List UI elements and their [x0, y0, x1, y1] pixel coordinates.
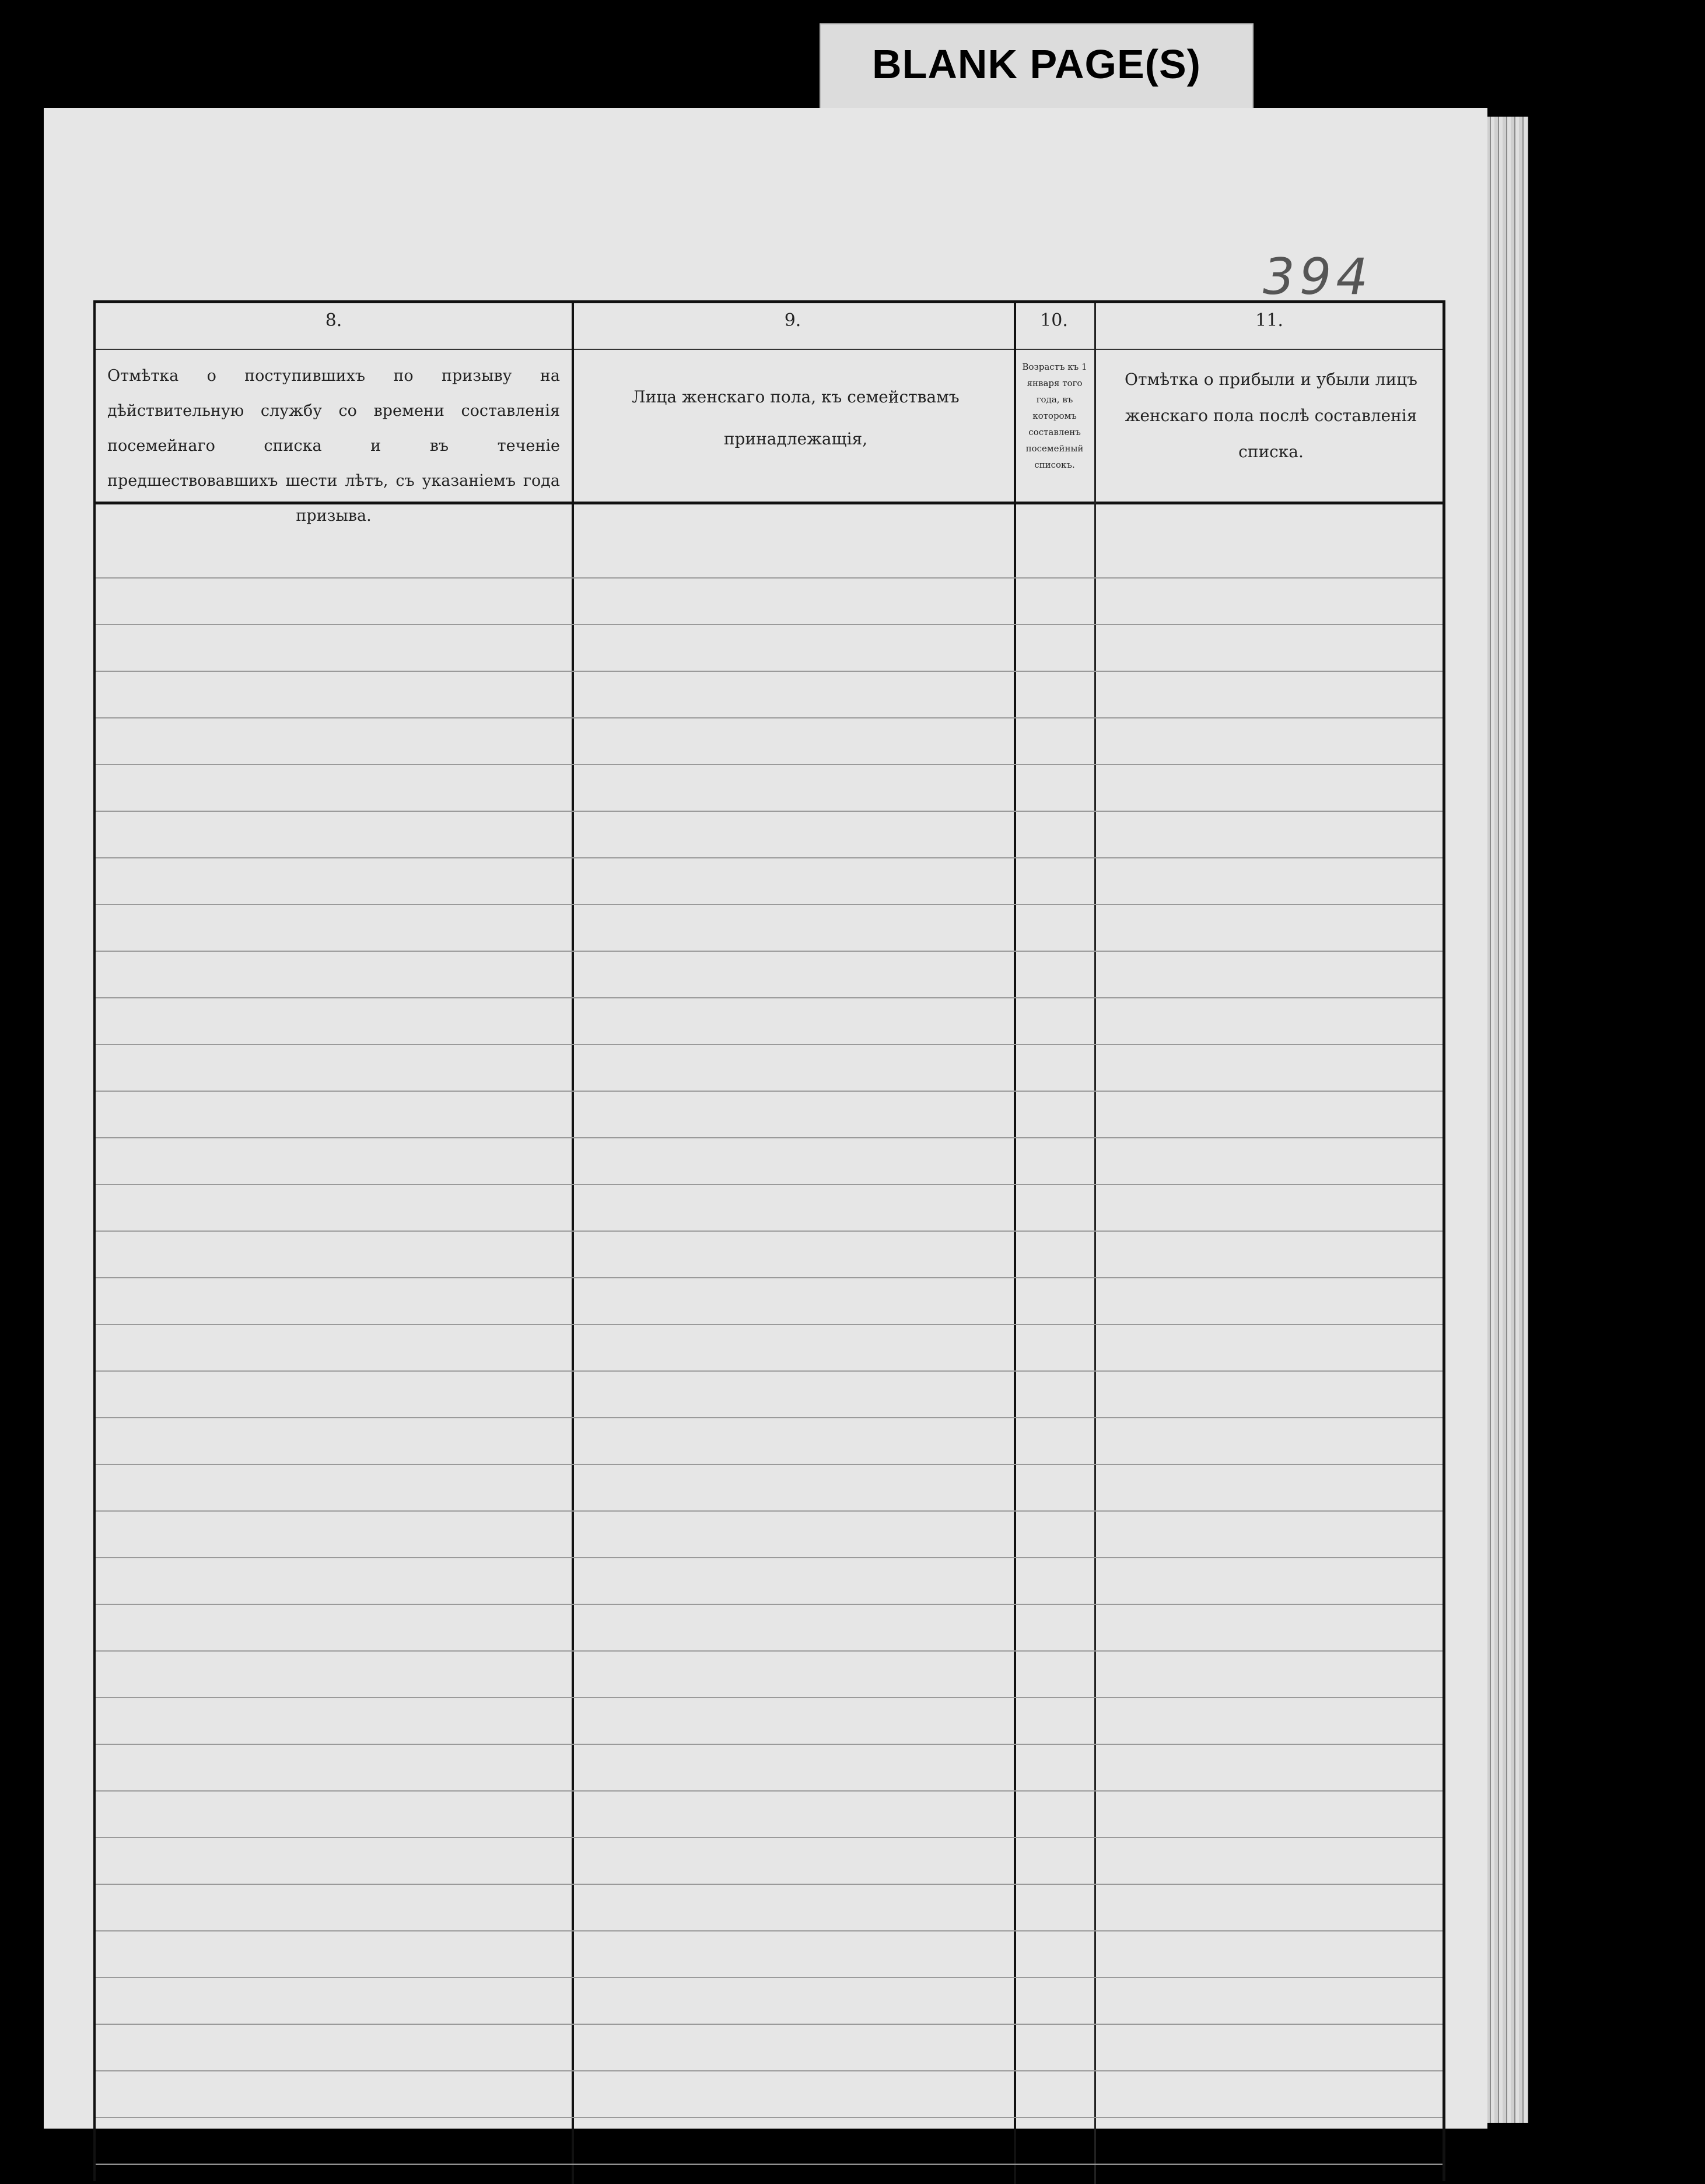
ledger-row-rule [96, 1884, 1443, 1885]
ledger-page [44, 108, 1487, 2129]
ledger-row-rule [96, 1650, 1443, 1652]
ledger-row-rule [96, 2070, 1443, 2071]
ledger-row-rule [96, 1184, 1443, 1185]
ledger-row-rule [96, 951, 1443, 952]
ledger-row-rule [96, 1837, 1443, 1838]
column-heading-11: Отмѣтка о прибыли и убыли лицъ женскаго пола послѣ составленія списка. [1125, 370, 1417, 461]
ledger-row-rule [96, 2164, 1443, 2165]
ledger-row-rule [96, 904, 1443, 905]
ledger-row-rule [96, 1417, 1443, 1418]
stamp-label: BLANK PAGE(S) [872, 41, 1201, 87]
column-number-divider [96, 349, 1443, 350]
ledger-row-rule [96, 1044, 1443, 1045]
column-heading-10: Возрастъ къ 1 января того года, въ которомъ составленъ посемейный списокъ. [1022, 362, 1087, 470]
column-number-8: 8. [325, 310, 342, 331]
ledger-row-rule [96, 1510, 1443, 1512]
ledger-row-rule [96, 1277, 1443, 1278]
blank-pages-stamp [820, 23, 1254, 113]
ledger-row-rule [96, 1324, 1443, 1325]
ledger-row-rule [96, 1557, 1443, 1558]
ledger-row-rule [96, 1790, 1443, 1792]
ledger-row-rule [96, 1930, 1443, 1931]
ledger-table [93, 300, 1445, 2181]
ledger-row-rule [96, 764, 1443, 765]
ledger-row-rule [96, 717, 1443, 718]
ledger-row-rule [96, 857, 1443, 858]
page-number: 394 [1263, 248, 1373, 306]
ledger-row-rule [96, 1370, 1443, 1372]
ledger-row-rule [96, 997, 1443, 998]
ledger-row-rule [96, 1977, 1443, 1978]
column-heading-9: Лица женскаго пола, къ семействамъ принадлежащія, [632, 387, 960, 448]
ledger-row-rule [96, 1091, 1443, 1092]
ledger-row-rule [96, 2117, 1443, 2118]
ledger-row-rule [96, 1137, 1443, 1138]
ledger-row-rule [96, 1231, 1443, 1232]
column-divider-9-10 [1014, 303, 1016, 2184]
ledger-row-rule [96, 624, 1443, 625]
column-divider-10-11 [1094, 303, 1096, 2184]
ledger-row-rule [96, 1697, 1443, 1698]
column-divider-8-9 [572, 303, 574, 2184]
ledger-row-rule [96, 1604, 1443, 1605]
ledger-row-rule [96, 811, 1443, 812]
ledger-row-rule [96, 1744, 1443, 1745]
ledger-row-rule [96, 577, 1443, 579]
ledger-row-rule [96, 1464, 1443, 1465]
ledger-row-rule [96, 2024, 1443, 2025]
column-number-10: 10. [1040, 310, 1068, 331]
column-heading-8: Отмѣтка о поступившихъ по призыву на дѣйствительную службу со времени составленія посемейнаго списка и въ теченіе предшествовавшихъ шести лѣтъ, съ указаніемъ года призыва. [107, 367, 560, 525]
ledger-row-rule [96, 671, 1443, 672]
column-number-9: 9. [784, 310, 801, 331]
column-number-11: 11. [1255, 310, 1283, 331]
